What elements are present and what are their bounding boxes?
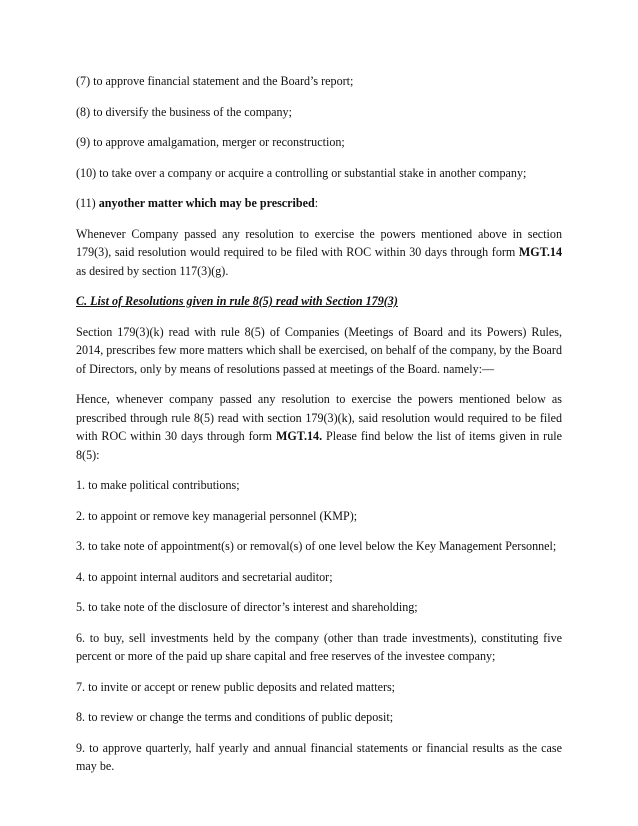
rule-item: 4. to appoint internal auditors and secretarial auditor; bbox=[76, 569, 333, 584]
list-item-11-number: (11) bbox=[76, 196, 99, 210]
rule-item: 9. to approve quarterly, half yearly and annual financial statements or financial results as the case may be. bbox=[76, 740, 562, 773]
whenever-paragraph bbox=[76, 225, 562, 281]
list-item-11 bbox=[76, 194, 562, 213]
list-item-11-suffix: : bbox=[314, 196, 319, 210]
whenever-text-2: as desired by section 117(3)(g). bbox=[76, 263, 229, 278]
list-item-9: (9) to approve amalgamation, merger or reconstruction; bbox=[76, 135, 345, 149]
list-item-8: (8) to diversify the business of the company; bbox=[76, 104, 292, 119]
rule-item: 6. to buy, sell investments held by the company (other than trade investments), constituting five percent or more of the paid up share capital and free reserves of the investee company; bbox=[76, 630, 562, 663]
whenever-text-1: Whenever Company passed any resolution to exercise the powers mentioned above in section 179(3), said resolution would required to be filed with ROC within 30 days through form bbox=[76, 226, 562, 259]
section-heading: C. List of Resolutions given in rule 8(5) read with Section 179(3) bbox=[76, 294, 398, 308]
list-item-10: (10) to take over a company or acquire a controlling or substantial stake in another company; bbox=[76, 165, 527, 180]
document-page bbox=[76, 72, 562, 788]
hence-paragraph bbox=[76, 390, 562, 464]
form-name: MGT.14. bbox=[275, 429, 323, 443]
rule-item: 3. to take note of appointment(s) or removal(s) of one level below the Key Management Personnel; bbox=[76, 539, 557, 553]
list-item-7: (7) to approve financial statement and the Board’s report; bbox=[76, 74, 354, 88]
section-intro-paragraph: Section 179(3)(k) read with rule 8(5) of Companies (Meetings of Board and its Powers) Rules, 2014, prescribes few more matters which shall be exercised, on behalf of the company, by the Board of Directors, only by means of resolutions passed at meetings of the Board. namely:— bbox=[76, 324, 562, 376]
rule-item: 1. to make political contributions; bbox=[76, 478, 240, 492]
hence-text-2: Please find below the list of items given in rule 8(5): bbox=[76, 429, 562, 462]
rule-item: 5. to take note of the disclosure of director’s interest and shareholding; bbox=[76, 600, 418, 614]
rule-item: 2. to appoint or remove key managerial personnel (KMP); bbox=[76, 508, 358, 523]
form-name: MGT.14 bbox=[518, 245, 562, 259]
rule-item: 8. to review or change the terms and conditions of public deposit; bbox=[76, 710, 394, 724]
list-item-11-text: anyother matter which may be prescribed bbox=[98, 196, 315, 210]
rule-item: 7. to invite or accept or renew public deposits and related matters; bbox=[76, 679, 396, 694]
hence-text-1: Hence, whenever company passed any resolution to exercise the powers mentioned below as prescribed through rule 8(5) read with section 179(3)(k), said resolution would required to be filed with ROC within 30 days through form bbox=[76, 392, 562, 443]
